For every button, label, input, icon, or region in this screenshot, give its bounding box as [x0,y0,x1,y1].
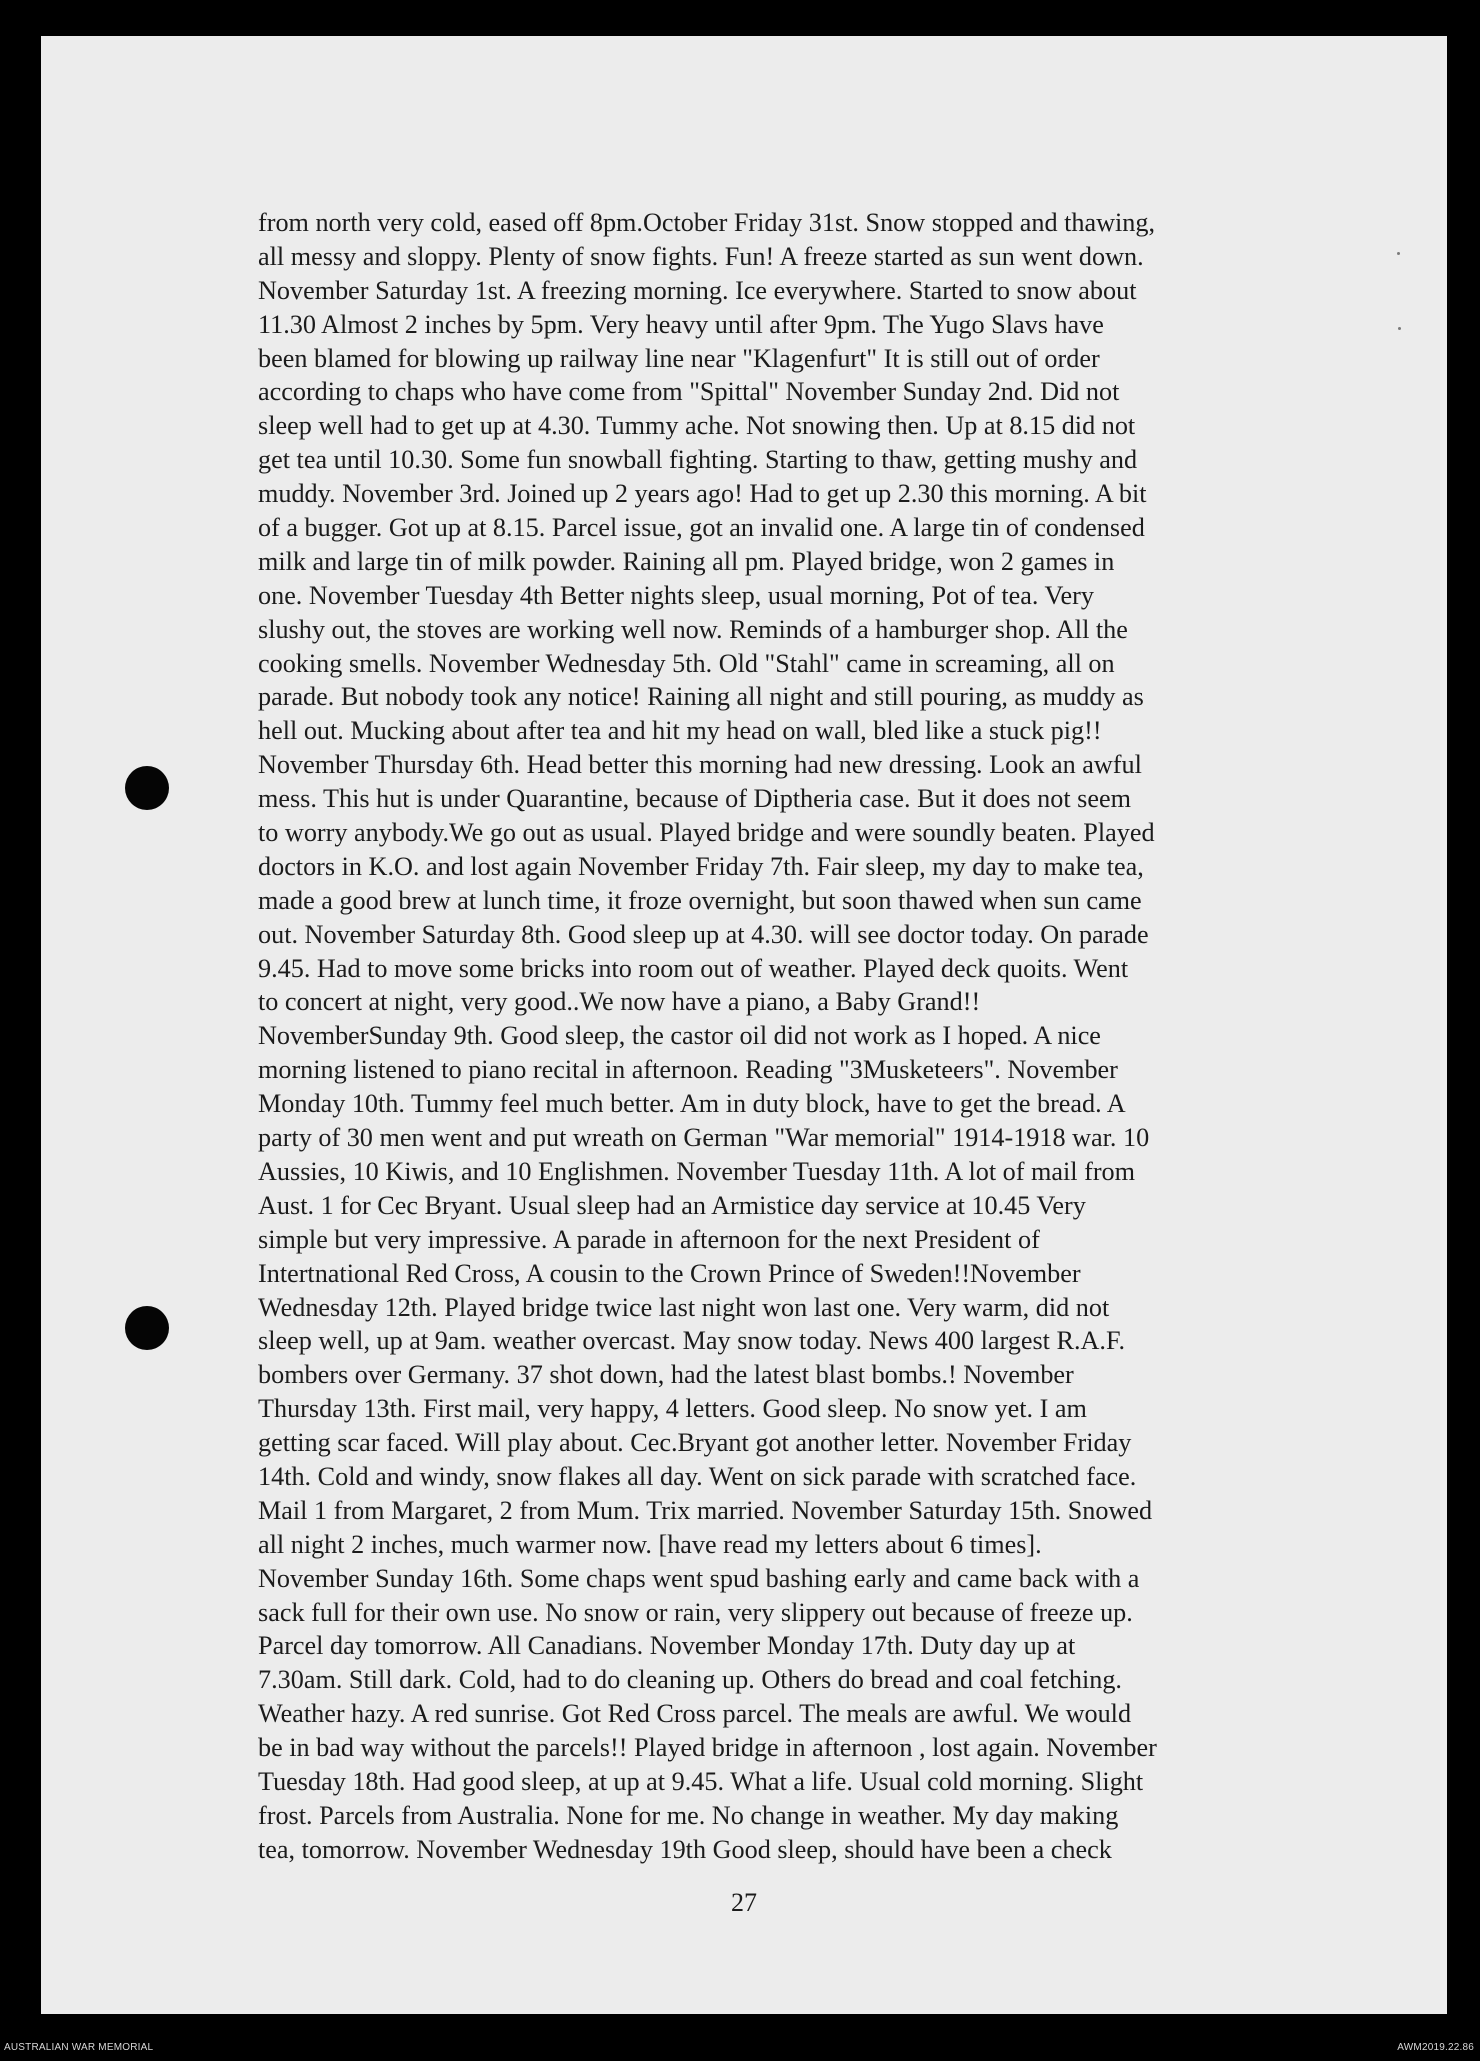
text-line: frost. Parcels from Australia. None for me. No change in weather. My day making [258,1800,1119,1830]
paper-speck [1398,327,1401,330]
text-line: of a bugger. Got up at 8.15. Parcel issue, got an invalid one. A large tin of condensed [258,513,1145,543]
text-line: all messy and sloppy. Plenty of snow fights. Fun! A freeze started as sun went down. [258,241,1144,271]
text-line: sack full for their own use. No snow or rain, very slippery out because of freeze up. [258,1597,1133,1627]
text-line: bombers over Germany. 37 shot down, had the latest blast bombs.! November [258,1360,1074,1390]
text-line: Aussies, 10 Kiwis, and 10 Englishmen. November Tuesday 11th. A lot of mail from [258,1156,1135,1186]
text-line: morning listened to piano recital in afternoon. Reading "3Musketeers". November [258,1055,1118,1085]
text-line: parade. But nobody took any notice! Raining all night and still pouring, as muddy as [258,682,1144,712]
archive-credit: AUSTRALIAN WAR MEMORIAL [4,2042,154,2053]
text-line: Mail 1 from Margaret, 2 from Mum. Trix married. November Saturday 15th. Snowed [258,1495,1153,1525]
punch-hole-icon [125,766,169,810]
text-line: hell out. Mucking about after tea and hit my head on wall, bled like a stuck pig!! [258,716,1102,746]
text-line: mess. This hut is under Quarantine, because of Diptheria case. But it does not seem [258,784,1131,814]
text-line: Weather hazy. A red sunrise. Got Red Cross parcel. The meals are awful. We would [258,1699,1132,1729]
text-line: Wednesday 12th. Played bridge twice last night won last one. Very warm, did not [258,1292,1110,1322]
text-line: November Sunday 16th. Some chaps went spud bashing early and came back with a [258,1563,1140,1593]
text-line: sleep well had to get up at 4.30. Tummy ache. Not snowing then. Up at 8.15 did not [258,411,1136,441]
text-line: Aust. 1 for Cec Bryant. Usual sleep had an Armistice day service at 10.45 Very [258,1190,1086,1220]
text-line: 11.30 Almost 2 inches by 5pm. Very heavy until after 9pm. The Yugo Slavs have [258,309,1104,339]
text-line: out. November Saturday 8th. Good sleep up at 4.30. will see doctor today. On parade [258,919,1149,949]
text-line: cooking smells. November Wednesday 5th. Old "Stahl" came in screaming, all on [258,648,1115,678]
text-line: tea, tomorrow. November Wednesday 19th Good sleep, should have been a check [258,1834,1112,1864]
text-line: all night 2 inches, much warmer now. [have read my letters about 6 times]. [258,1529,1042,1559]
text-line: according to chaps who have come from "Spittal" November Sunday 2nd. Did not [258,377,1120,407]
text-line: simple but very impressive. A parade in afternoon for the next President of [258,1224,1040,1254]
text-line: get tea until 10.30. Some fun snowball fighting. Starting to thaw, getting mushy and [258,445,1138,475]
text-line: Monday 10th. Tummy feel much better. Am in duty block, have to get the bread. A [258,1089,1126,1119]
text-line: to concert at night, very good..We now have a piano, a Baby Grand!! [258,987,981,1017]
text-line: Parcel day tomorrow. All Canadians. November Monday 17th. Duty day up at [258,1631,1076,1661]
text-line: November Thursday 6th. Head better this morning had new dressing. Look an awful [258,750,1142,780]
text-line: be in bad way without the parcels!! Played bridge in afternoon , lost again. November [258,1733,1157,1763]
text-line: from north very cold, eased off 8pm.October Friday 31st. Snow stopped and thawing, [258,208,1155,237]
archive-reference: AWM2019.22.86 [1397,2042,1474,2053]
page-number: 27 [731,1888,757,1917]
paper-speck [1397,252,1400,255]
punch-hole-icon [125,1306,169,1350]
document-page [41,36,1447,2014]
text-line: sleep well, up at 9am. weather overcast. May snow today. News 400 largest R.A.F. [258,1326,1125,1356]
text-line: November Saturday 1st. A freezing morning. Ice everywhere. Started to snow about [258,275,1137,305]
text-line: 9.45. Had to move some bricks into room out of weather. Played deck quoits. Went [258,953,1129,983]
text-line: made a good brew at lunch time, it froze overnight, but soon thawed when sun came [258,885,1142,915]
diary-text-block [258,206,1328,1867]
text-line: been blamed for blowing up railway line near "Klagenfurt" It is still out of order [258,343,1100,373]
text-line: Intertnational Red Cross, A cousin to the Crown Prince of Sweden!!November [258,1258,1081,1288]
text-line: doctors in K.O. and lost again November Friday 7th. Fair sleep, my day to make tea, [258,851,1144,881]
text-line: muddy. November 3rd. Joined up 2 years ago! Had to get up 2.30 this morning. A bit [258,479,1147,509]
text-line: to worry anybody.We go out as usual. Played bridge and were soundly beaten. Played [258,818,1155,848]
text-line: getting scar faced. Will play about. Cec.Bryant got another letter. November Friday [258,1428,1132,1458]
text-line: 7.30am. Still dark. Cold, had to do cleaning up. Others do bread and coal fetching. [258,1665,1122,1695]
text-line: Thursday 13th. First mail, very happy, 4 letters. Good sleep. No snow yet. I am [258,1394,1087,1424]
text-line: one. November Tuesday 4th Better nights sleep, usual morning, Pot of tea. Very [258,580,1094,610]
text-line: Tuesday 18th. Had good sleep, at up at 9.45. What a life. Usual cold morning. Slight [258,1766,1144,1796]
text-line: NovemberSunday 9th. Good sleep, the castor oil did not work as I hoped. A nice [258,1021,1101,1051]
text-line: party of 30 men went and put wreath on German "War memorial" 1914-1918 war. 10 [258,1123,1150,1153]
text-line: slushy out, the stoves are working well now. Reminds of a hamburger shop. All the [258,614,1128,644]
text-line: milk and large tin of milk powder. Raining all pm. Played bridge, won 2 games in [258,546,1115,576]
text-line: 14th. Cold and windy, snow flakes all day. Went on sick parade with scratched face. [258,1461,1137,1491]
